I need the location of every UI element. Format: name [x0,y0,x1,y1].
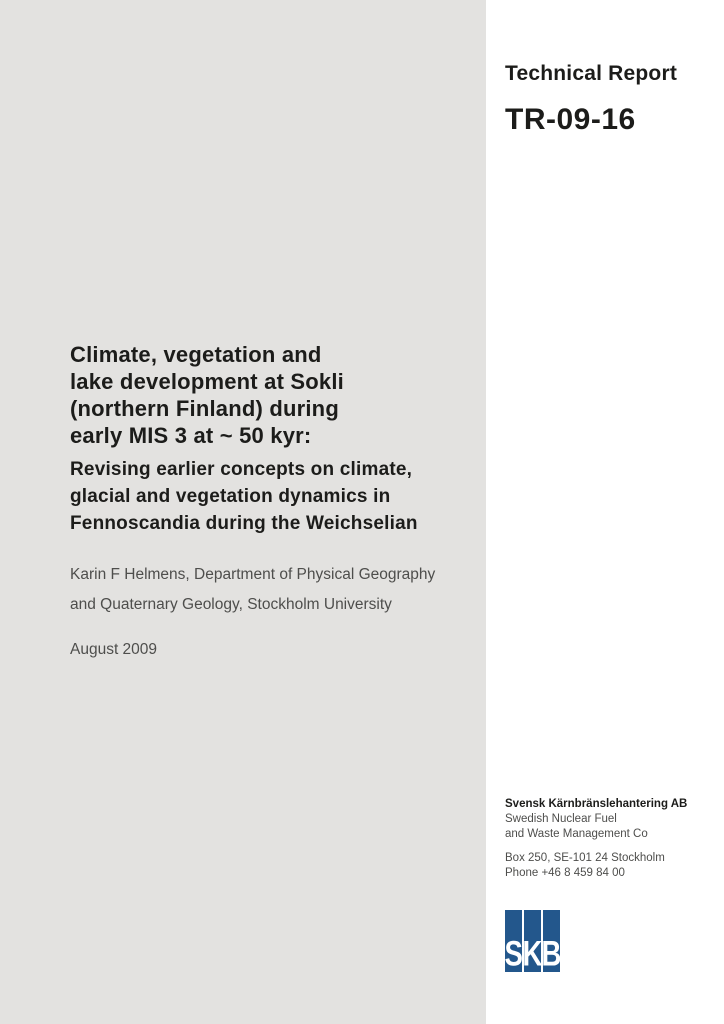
report-title-line: early MIS 3 at ~ 50 kyr: [70,423,312,448]
publisher-descriptor-line: Swedish Nuclear Fuel [505,813,617,825]
publisher-address-line: Box 250, SE-101 24 Stockholm [505,852,665,864]
skb-logo-letter: K [522,935,543,974]
publisher-name: Svensk Kärnbränslehantering AB [505,798,688,810]
skb-logo-letter: S [504,935,523,974]
skb-logo-bar [524,910,541,972]
report-subtitle-line: glacial and vegetation dynamics in [70,486,391,507]
skb-logo-bar [505,910,522,972]
author-affiliation [70,560,470,620]
report-title-line: (northern Finland) during [70,396,339,421]
publication-date: August 2009 [70,641,158,658]
report-subtitle-line: Revising earlier concepts on climate, [70,459,413,480]
report-title-line: lake development at Sokli [70,369,344,394]
publisher-info [505,797,715,881]
author-line: and Quaternary Geology, Stockholm University [70,596,392,613]
skb-logo-icon [505,910,560,972]
skb-logo-bar [543,910,560,972]
author-line: Karin F Helmens, Department of Physical Geography [70,566,436,583]
publisher-phone-line: Phone +46 8 459 84 00 [505,867,625,879]
skb-logo-letter: B [541,935,562,974]
report-title [70,341,450,449]
report-subtitle [70,456,470,537]
publisher-descriptor-line: and Waste Management Co [505,828,648,840]
report-subtitle-line: Fennoscandia during the Weichselian [70,513,418,534]
report-number: TR-09-16 [505,103,636,136]
report-title-line: Climate, vegetation and [70,342,322,367]
report-type-label: Technical Report [505,62,678,85]
